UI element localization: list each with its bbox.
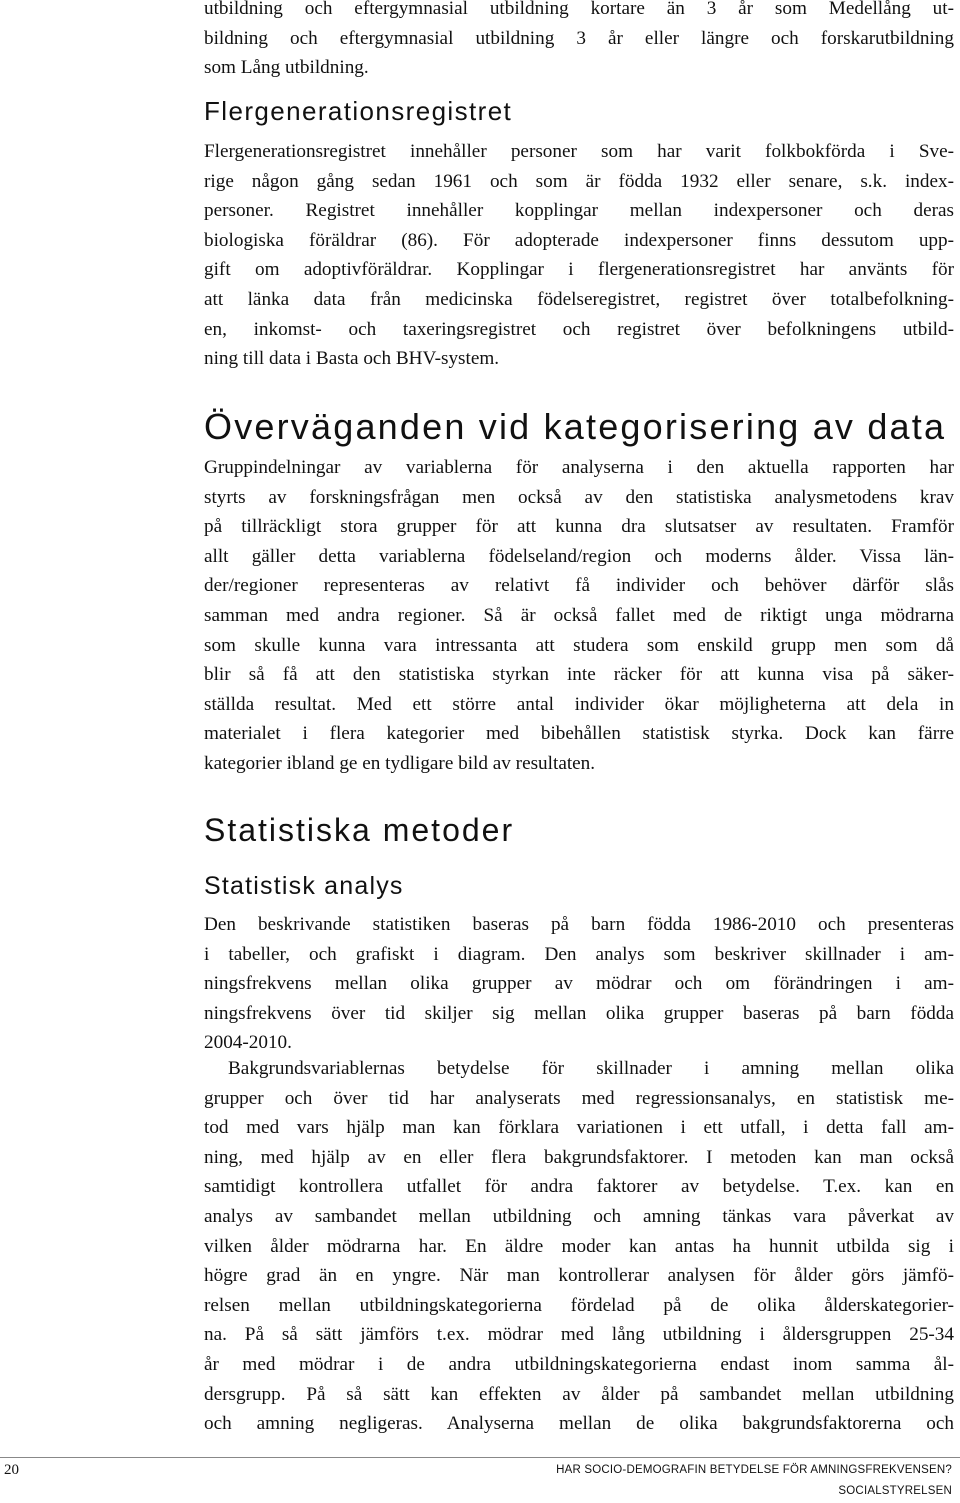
text-line: utbildning och eftergymnasial utbildning kortare än 3 år som Medellång ut-	[204, 0, 954, 19]
text-line: ning, med hjälp av en eller flera bakgrundsfaktorer. I metoden kan man också	[204, 1146, 954, 1168]
page-number: 20	[4, 1462, 19, 1478]
footer-organization: SOCIALSTYRELSEN	[838, 1485, 952, 1497]
text-line: dersgrupp. På så sätt kan effekten av ålder på sambandet mellan utbildning	[204, 1383, 954, 1405]
text-line: bildning och eftergymnasial utbildning 3 år eller längre och forskarutbildning	[204, 27, 954, 49]
text-line: 2004-2010.	[204, 1032, 292, 1054]
text-line: Gruppindelningar av variablerna för analyserna i den aktuella rapporten har	[204, 457, 954, 478]
text-line: kategorier ibland ge en tydligare bild av resultaten.	[204, 752, 596, 774]
paragraph-intro	[204, 0, 954, 83]
paragraph-analysis-2	[204, 1054, 954, 1439]
text-line: år med mödrar i de andra utbildningskategorierna endast inom samma ål-	[204, 1353, 954, 1375]
text-line: som skulle kunna vara intressanta att studera som enskild grupp men som då	[204, 634, 954, 656]
text-line: grupper och över tid har analyserats med regressionsanalys, en statistisk me-	[204, 1087, 954, 1109]
text-line: och amning negligeras. Analyserna mellan de olika bakgrundsfaktorerna och	[204, 1413, 954, 1435]
heading-statistical-analysis: Statistisk analys	[204, 872, 404, 900]
text-line: allt gäller detta variablerna födelseland/region och moderns ålder. Vissa län-	[204, 545, 954, 567]
text-line: ningsfrekvens över tid skiljer sig mellan olika grupper baseras på barn födda	[204, 1002, 954, 1024]
text-line: blir så få att den statistiska styrkan inte räcker för att kunna visa på säker-	[204, 664, 954, 686]
text-line: personer. Registret innehåller kopplingar mellan indexpersoner och deras	[204, 200, 954, 222]
text-line: som Lång utbildning.	[204, 57, 369, 79]
text-line: ningsfrekvens mellan olika grupper av mödrar och om förändringen i am-	[204, 973, 954, 995]
text-line: att länka data från medicinska födelseregistret, registret över totalbefolkning-	[204, 288, 954, 310]
paragraph-analysis-1	[204, 910, 954, 1058]
text-line: analys av sambandet mellan utbildning och amning tänkas vara påverkat av	[204, 1205, 954, 1227]
text-line: materialet i flera kategorier med bibehållen statistisk styrka. Dock kan färre	[204, 723, 954, 745]
paragraph-register	[204, 137, 954, 374]
text-line: na. På så sätt jämförs t.ex. mödrar med lång utbildning i åldersgruppen 25-34	[204, 1324, 954, 1346]
text-line: vilken ålder mödrarna har. En äldre moder kan antas ha hunnit utbilda sig i	[204, 1235, 954, 1257]
text-line: ning till data i Basta och BHV-system.	[204, 348, 500, 370]
heading-categorization: Överväganden vid kategorisering av data	[204, 406, 947, 447]
text-line: samman med andra regioner. Så är också fallet med de riktigt unga mödrarna	[204, 604, 954, 626]
footer-divider	[0, 1457, 960, 1458]
text-line: gift om adoptivföräldrar. Kopplingar i flergenerationsregistret har använts för	[204, 259, 954, 281]
text-line: der/regioner representeras av relativt få individer och behöver därför slås	[204, 575, 954, 597]
text-line: i tabeller, och grafiskt i diagram. Den analys som beskriver skillnader i am-	[204, 943, 954, 965]
text-line: ställda resultat. Med ett större antal individer ökar möjligheterna att dela in	[204, 693, 954, 715]
text-line: biologiska föräldrar (86). För adopterade indexpersoner finns dessutom upp-	[204, 229, 954, 251]
text-line: styrts av forskningsfrågan men också av den statistiska analysmetodens krav	[204, 486, 954, 508]
text-line: Bakgrundsvariablernas betydelse för skillnader i amning mellan olika	[228, 1058, 954, 1079]
heading-statistical-methods: Statistiska metoder	[204, 812, 515, 848]
text-line: högre grad än en yngre. När man kontrollerar analysen för ålder görs jämfö-	[204, 1265, 954, 1287]
text-line: Flergenerationsregistret innehåller personer som har varit folkbokförda i Sve-	[204, 141, 954, 162]
text-line: rige någon gång sedan 1961 och som är födda 1932 eller senare, s.k. index-	[204, 170, 954, 192]
heading-flergenerationsregistret: Flergenerationsregistret	[204, 96, 513, 126]
text-line: Den beskrivande statistiken baseras på barn födda 1986-2010 och presenteras	[204, 914, 954, 935]
text-line: tod med vars hjälp man kan förklara variationen i ett utfall, i detta fall am-	[204, 1117, 954, 1139]
text-line: samtidigt kontrollera utfallet för andra faktorer av betydelse. T.ex. kan en	[204, 1176, 954, 1198]
text-line: på tillräckligt stora grupper för att kunna dra slutsatser av resultaten. Framför	[204, 516, 954, 538]
text-line: relsen mellan utbildningskategorierna fördelad på de olika ålderskategorier-	[204, 1294, 954, 1316]
footer-report-title: HAR SOCIO-DEMOGRAFIN BETYDELSE FÖR AMNINGSFREKVENSEN?	[556, 1464, 952, 1476]
paragraph-categorization	[204, 453, 954, 779]
text-line: en, inkomst- och taxeringsregistret och registret över befolkningens utbild-	[204, 318, 954, 340]
